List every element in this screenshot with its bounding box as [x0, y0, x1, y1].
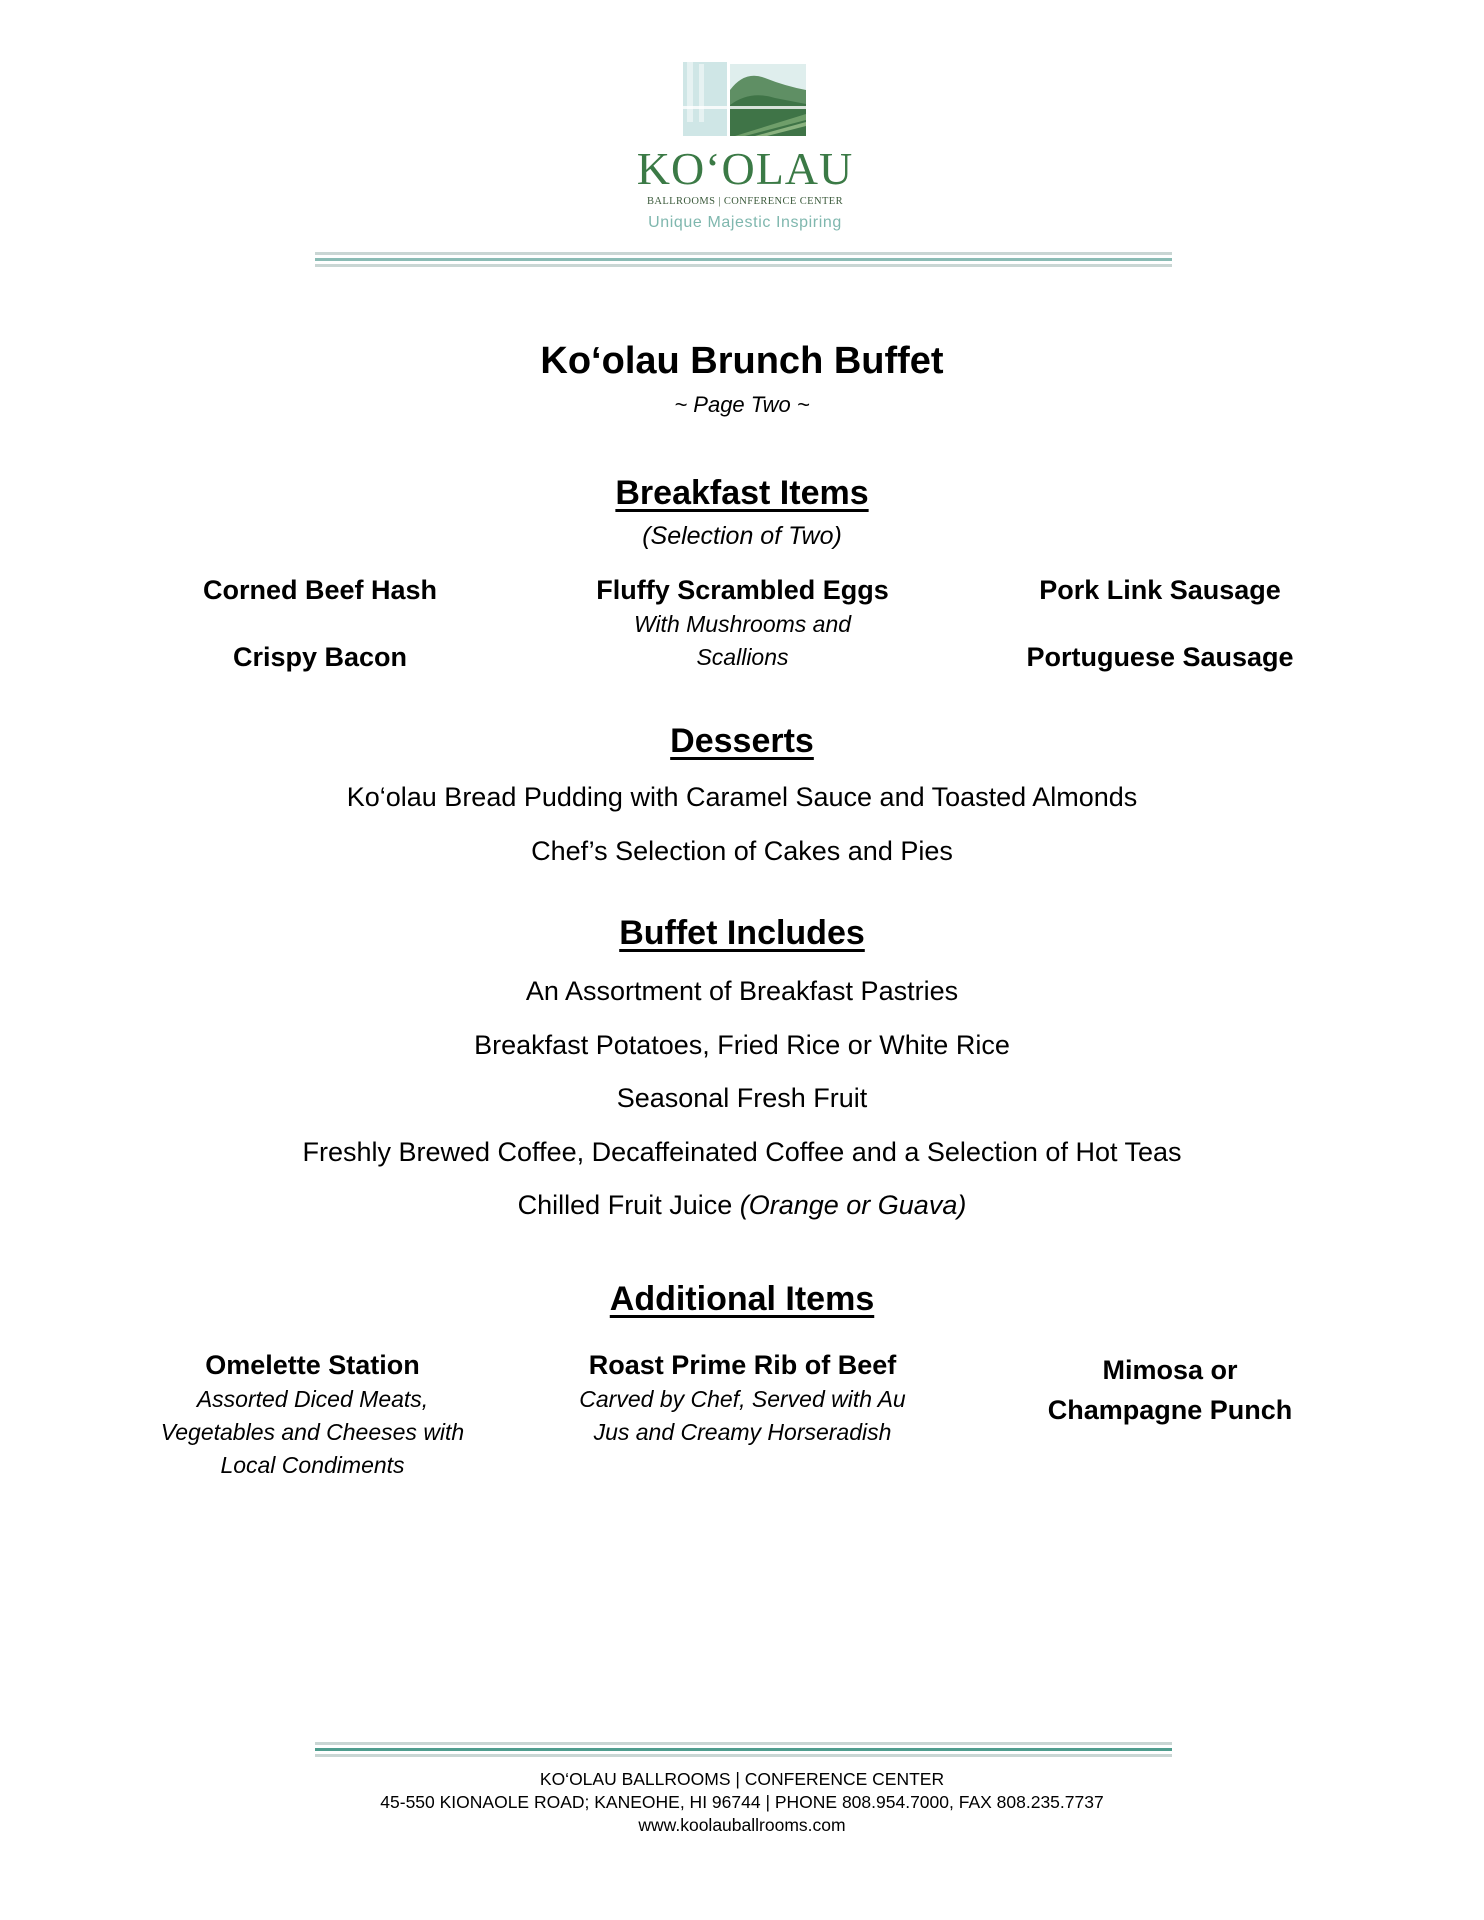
logo-tagline: Unique Majestic Inspiring [648, 214, 842, 231]
footer-address: 45-550 KIONAOLE ROAD; KANEOHE, HI 96744 | PHONE 808.954.7000, FAX 808.235.7737 [380, 1792, 1104, 1812]
koolau-logo [620, 60, 870, 240]
desserts-heading: Desserts [670, 722, 814, 760]
logo-wordmark: KO‘OLAU [636, 143, 854, 194]
breakfast-note: (Selection of Two) [642, 522, 842, 550]
breakfast-item: Portuguese Sausage [1026, 642, 1294, 672]
breakfast-right-column [1000, 575, 1320, 673]
breakfast-item: Corned Beef Hash [202, 575, 438, 605]
header-divider [315, 252, 1172, 270]
breakfast-item: Crispy Bacon [232, 642, 408, 672]
mimosa-column [1010, 1350, 1330, 1430]
additional-item-desc: Local Condiments [220, 1452, 405, 1478]
buffet-heading: Buffet Includes [619, 914, 865, 952]
footer [0, 1768, 1484, 1837]
footer-website-link[interactable]: www.koolauballrooms.com [638, 1815, 846, 1835]
juice-label: Chilled Fruit Juice [517, 1190, 740, 1220]
additional-item: Champagne Punch [1047, 1395, 1293, 1425]
additional-item: Omelette Station [205, 1350, 420, 1380]
breakfast-item-desc: Scallions [696, 644, 789, 670]
buffet-item: Breakfast Potatoes, Fried Rice or White Rice [474, 1030, 1010, 1060]
buffet-item: Seasonal Fresh Fruit [616, 1083, 868, 1113]
additional-item: Roast Prime Rib of Beef [588, 1350, 897, 1380]
breakfast-item: Fluffy Scrambled Eggs [596, 575, 889, 605]
footer-divider [315, 1742, 1172, 1760]
footer-company: KO‘OLAU BALLROOMS | CONFERENCE CENTER [539, 1769, 945, 1789]
juice-note: (Orange or Guava) [739, 1190, 967, 1220]
page-subtitle: ~ Page Two ~ [674, 392, 810, 417]
dessert-item: Ko‘olau Bread Pudding with Caramel Sauce and Toasted Almonds [346, 782, 1138, 812]
page-title: Ko‘olau Brunch Buffet [540, 340, 944, 382]
breakfast-left-column [160, 575, 480, 673]
omelette-column [140, 1350, 485, 1482]
buffet-item-juice [0, 1190, 1484, 1221]
additional-item-desc: Carved by Chef, Served with Au [579, 1386, 906, 1412]
additional-item: Mimosa or [1102, 1355, 1238, 1385]
buffet-item: Freshly Brewed Coffee, Decaffeinated Coffee and a Selection of Hot Teas [302, 1137, 1182, 1167]
prime-rib-column [560, 1350, 925, 1449]
mountain-window-logo-icon [675, 60, 815, 142]
logo-subline: BALLROOMS | CONFERENCE CENTER [646, 196, 843, 207]
breakfast-heading: Breakfast Items [615, 474, 869, 512]
additional-item-desc: Assorted Diced Meats, [196, 1386, 429, 1412]
dessert-item: Chef’s Selection of Cakes and Pies [531, 836, 953, 866]
breakfast-center-column [570, 575, 915, 674]
additional-heading: Additional Items [609, 1280, 875, 1318]
additional-item-desc: Vegetables and Cheeses with [160, 1419, 465, 1445]
breakfast-item: Pork Link Sausage [1039, 575, 1281, 605]
buffet-item: An Assortment of Breakfast Pastries [525, 976, 959, 1006]
additional-item-desc: Jus and Creamy Horseradish [593, 1419, 892, 1445]
breakfast-item-desc: With Mushrooms and [633, 611, 852, 637]
